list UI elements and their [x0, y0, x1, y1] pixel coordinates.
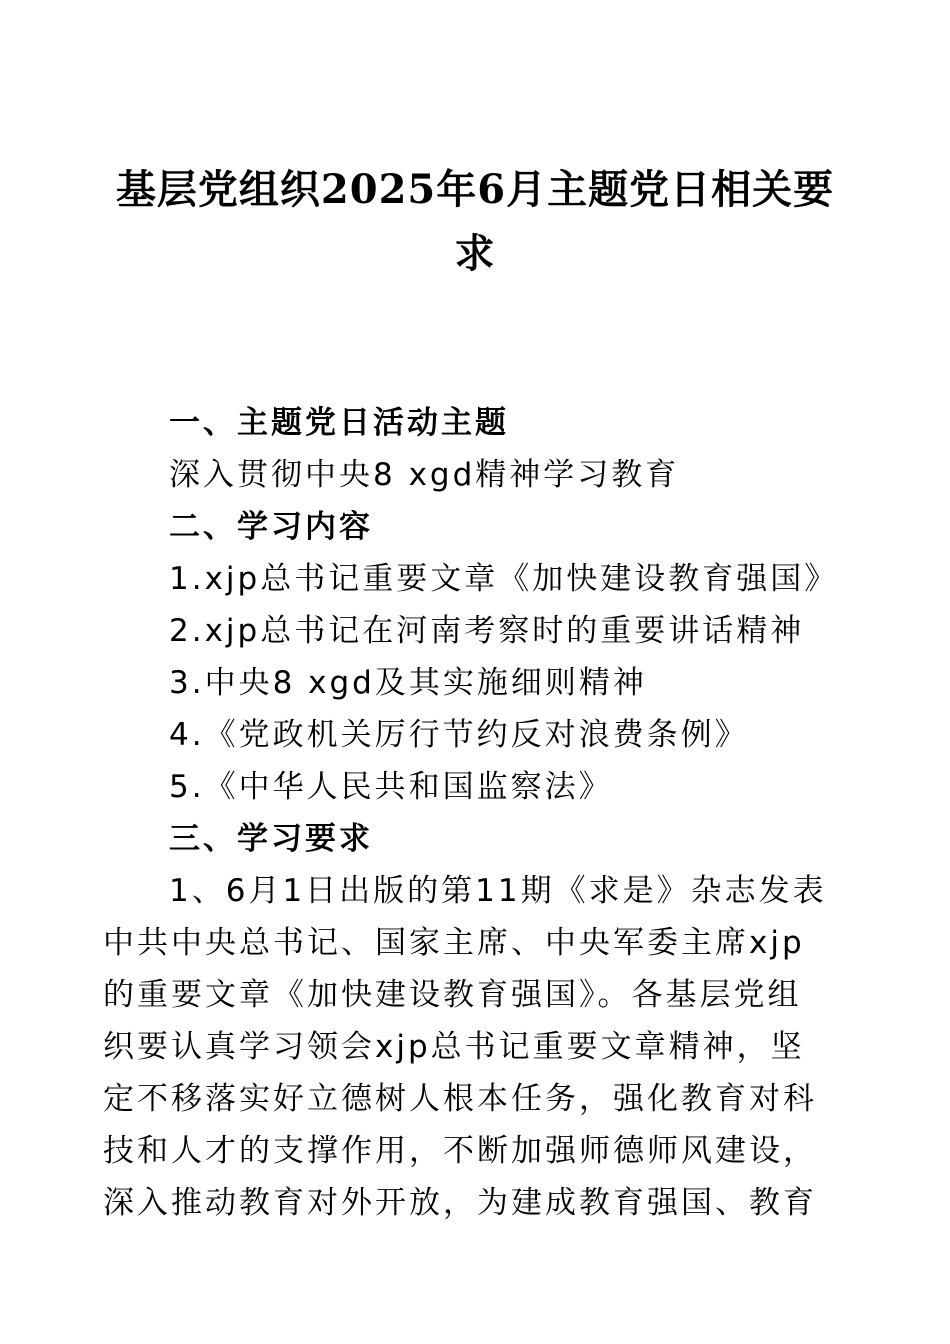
content-item-5: 5.《中华人民共和国监察法》	[169, 769, 613, 805]
content-item-4: 4.《党政机关厉行节约反对浪费条例》	[169, 717, 749, 753]
requirements-line-6: 技和人才的支撑作用，不断加强师德师风建设，	[103, 1133, 817, 1169]
content-item-2: 2.xjp总书记在河南考察时的重要讲话精神	[169, 613, 805, 649]
requirements-line-7: 深入推动教育对外开放，为建成教育强国、教育	[103, 1185, 817, 1221]
section-heading-content: 二、学习内容	[169, 509, 373, 545]
section-heading-theme: 一、主题党日活动主题	[169, 405, 509, 441]
requirements-line-4: 织要认真学习领会xjp总书记重要文章精神，坚	[103, 1029, 805, 1065]
theme-text: 深入贯彻中央8 xgd精神学习教育	[169, 457, 680, 493]
title-line-2: 求	[454, 230, 496, 277]
requirements-line-2: 中共中央总书记、国家主席、中央军委主席xjp	[103, 925, 805, 961]
requirements-line-3: 的重要文章《加快建设教育强国》。各基层党组	[103, 977, 802, 1013]
requirements-line-1: 1、6月1日出版的第11期《求是》杂志发表	[169, 873, 827, 909]
requirements-line-5: 定不移落实好立德树人根本任务，强化教育对科	[103, 1081, 817, 1117]
content-item-3: 3.中央8 xgd及其实施细则精神	[169, 665, 647, 701]
document-body	[103, 397, 855, 1229]
section-heading-requirements: 三、学习要求	[169, 821, 373, 857]
title-line-1: 基层党组织2025年6月主题党日相关要	[115, 166, 835, 213]
content-item-1: 1.xjp总书记重要文章《加快建设教育强国》	[169, 561, 839, 597]
document-title	[90, 158, 860, 286]
